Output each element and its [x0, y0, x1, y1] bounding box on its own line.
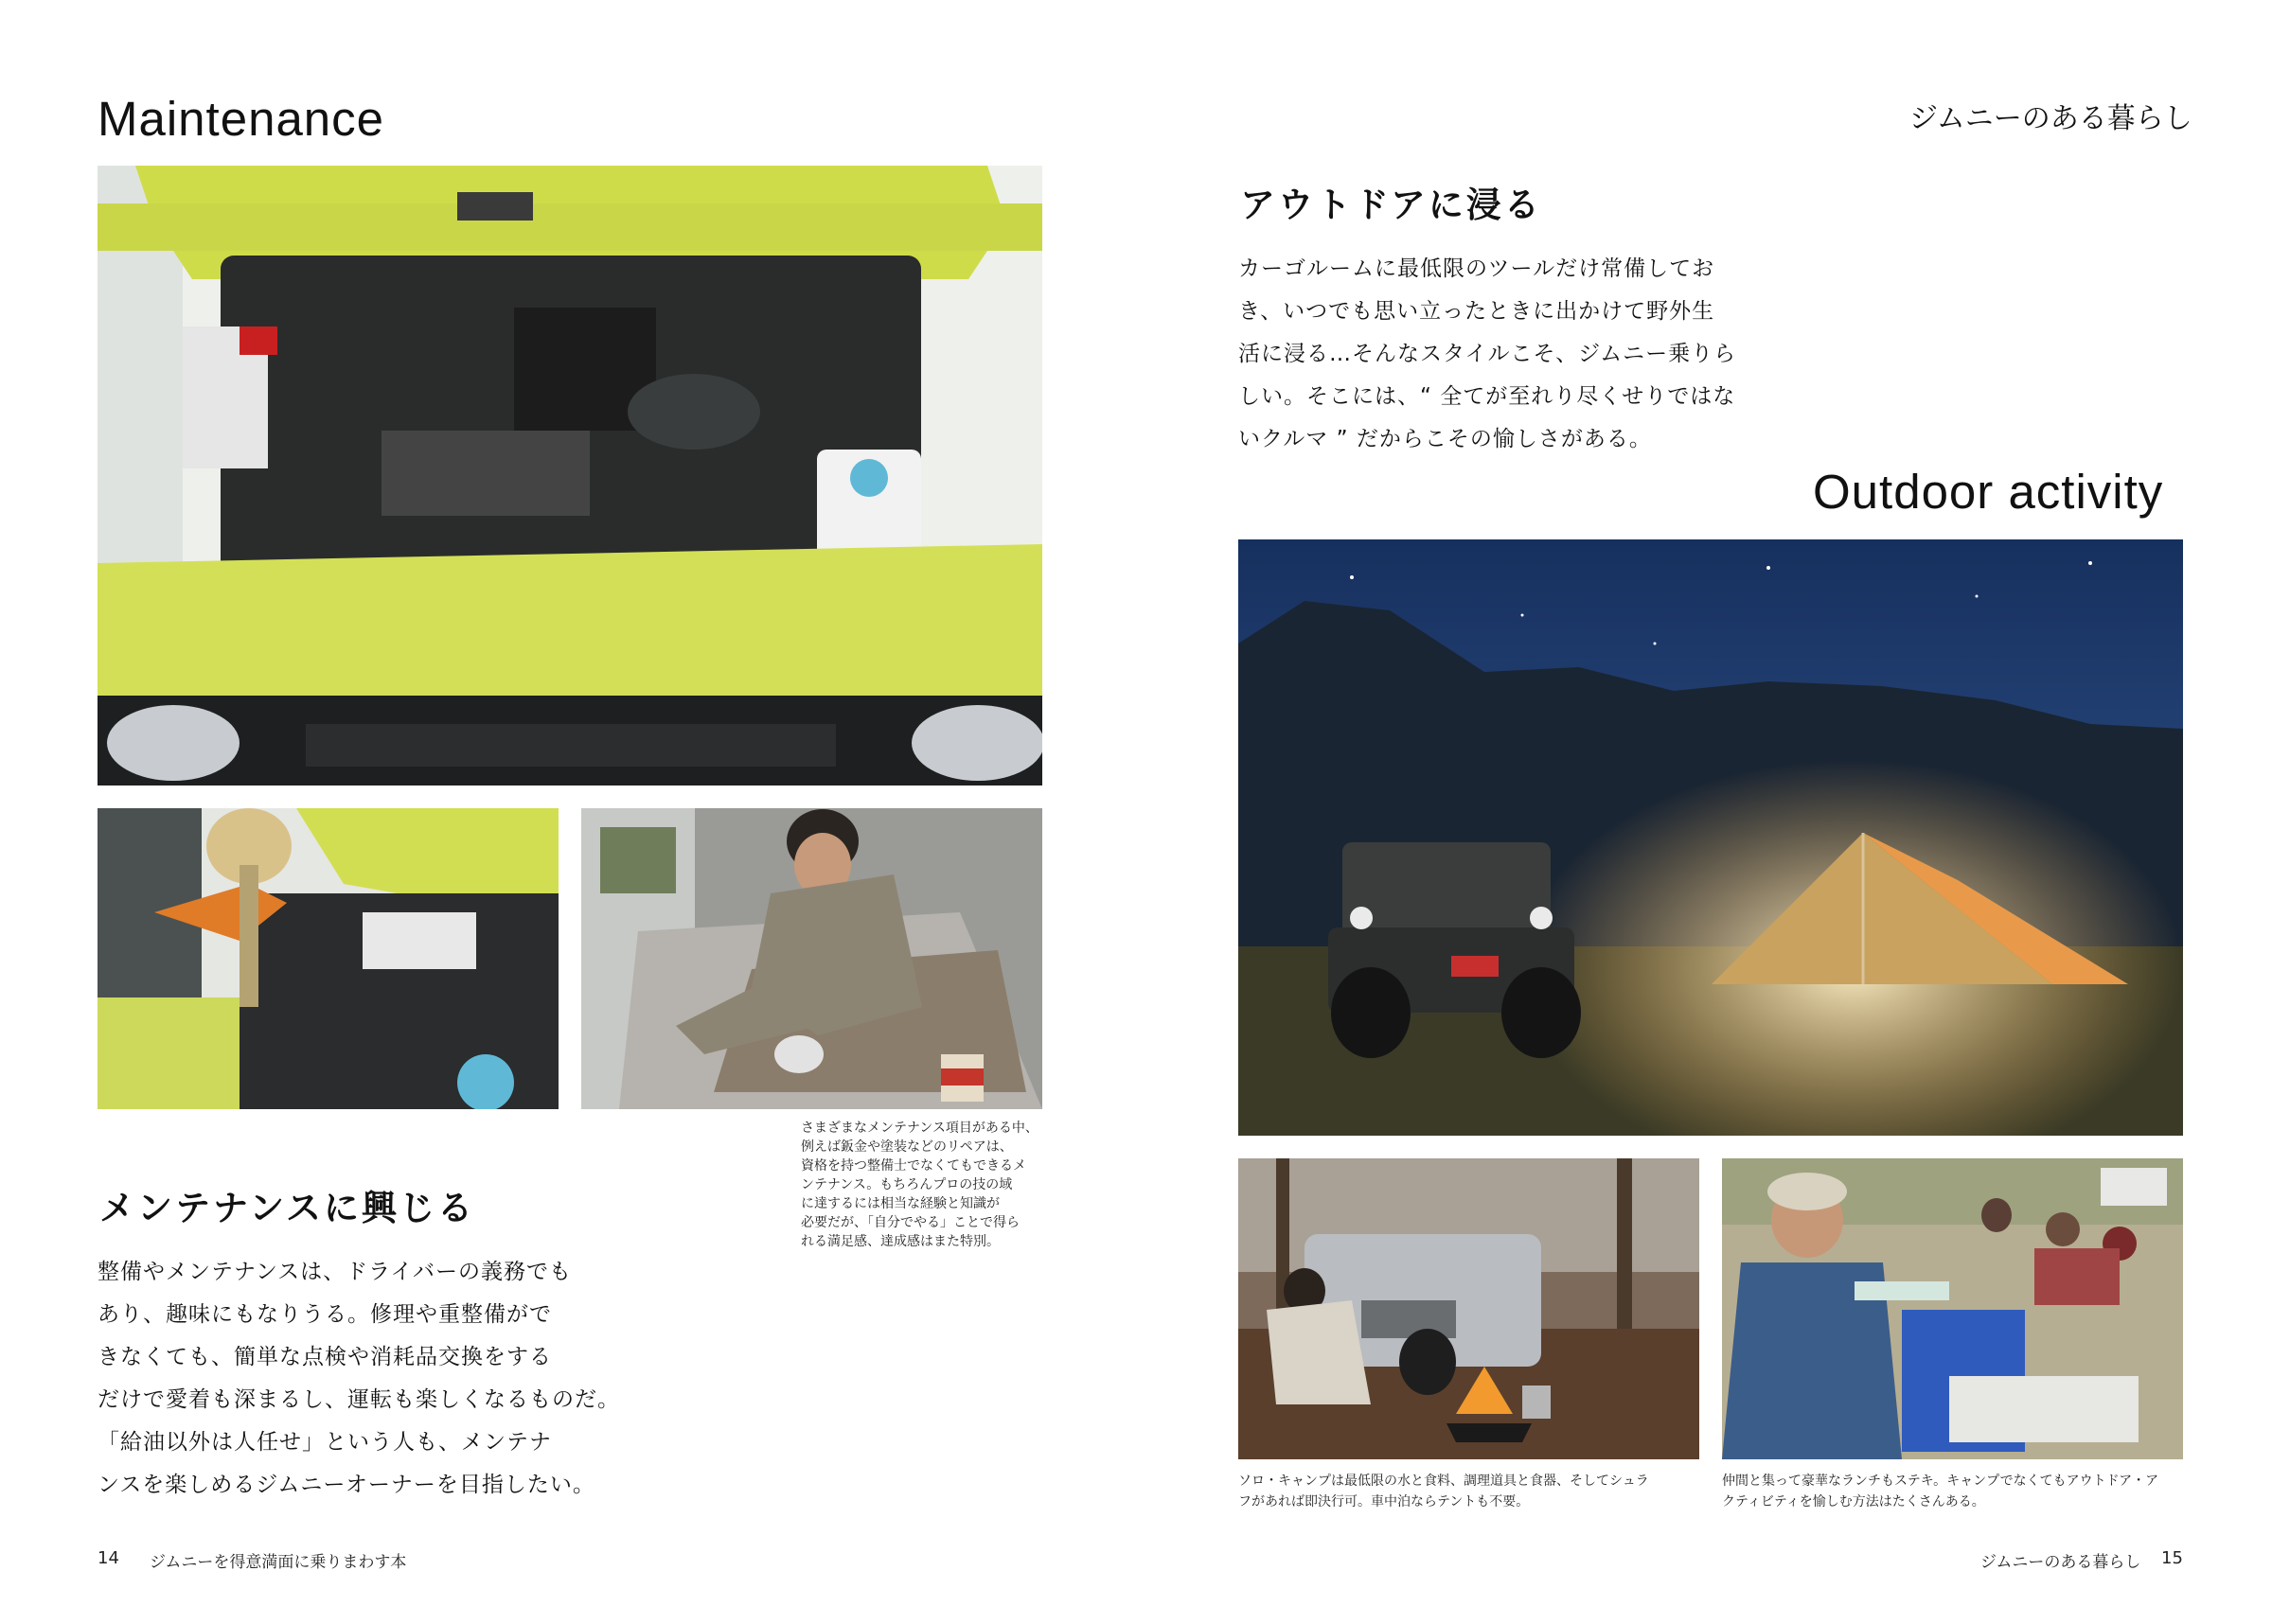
- caption-line: 資格を持つ整備士でなくてもできるメ: [801, 1158, 1026, 1174]
- body-line: カーゴルームに最低限のツールだけ常備してお: [1238, 256, 1715, 281]
- body-line: だけで愛着も深まるし、運転も楽しくなるものだ。: [98, 1387, 620, 1412]
- page-number-right: 15: [2161, 1548, 2183, 1568]
- body-line: しい。そこには、“ 全てが至れり尽くせりではな: [1238, 384, 1736, 409]
- outdoor-section-title: アウトドアに浸る: [1240, 185, 1542, 225]
- group-lunch-photo: [1722, 1158, 2183, 1459]
- floor-repair-photo: [581, 808, 1042, 1109]
- caption-line: フがあれば即決行可。車中泊ならテントも不要。: [1238, 1494, 1530, 1509]
- running-title-right: ジムニーのある暮らし: [1980, 1553, 2141, 1572]
- group-lunch-caption: [1722, 1471, 2191, 1512]
- night-camp-photo: [1238, 539, 2183, 1136]
- outdoor-body-text: [1238, 248, 1736, 461]
- body-line: あり、趣味にもなりうる。修理や重整備がで: [98, 1302, 552, 1327]
- body-line: 整備やメンテナンスは、ドライバーの義務でも: [98, 1260, 573, 1284]
- maintenance-section-title: メンテナンスに興じる: [99, 1188, 476, 1228]
- caption-line: さまざまなメンテナンス項目がある中、: [801, 1121, 1038, 1136]
- caption-line: に達するには相当な経験と知識が: [801, 1196, 1000, 1211]
- series-title: ジムニーのある暮らし: [1909, 102, 2192, 135]
- caption-line: 仲間と集って豪華なランチもステキ。キャンプでなくてもアウトドア・ア: [1722, 1474, 2159, 1489]
- body-line: 「給油以外は人任せ」という人も、メンテナ: [98, 1430, 552, 1455]
- body-line: 活に浸る…そんなスタイルこそ、ジムニー乗りら: [1238, 342, 1737, 366]
- heading-outdoor-activity: Outdoor activity: [1813, 465, 2164, 519]
- solo-camp-photo: [1238, 1158, 1699, 1459]
- engine-bay-photo: [98, 166, 1042, 786]
- caption-line: クティビティを愉しむ方法はたくさんある。: [1722, 1494, 1985, 1509]
- body-line: き、いつでも思い立ったときに出かけて野外生: [1238, 299, 1715, 324]
- maintenance-body-text: [98, 1251, 620, 1507]
- caption-line: 例えば鈑金や塗装などのリペアは、: [801, 1139, 1013, 1155]
- body-line: ンスを楽しめるジムニーオーナーを目指したい。: [98, 1473, 595, 1497]
- caption-line: ソロ・キャンプは最低限の水と食料、調理道具と食器、そしてシュラ: [1238, 1474, 1649, 1489]
- maintenance-photo-caption: [801, 1119, 1047, 1251]
- caption-line: 必要だが、「自分でやる」ことで得ら: [801, 1215, 1020, 1230]
- caption-line: ンテナンス。もちろんプロの技の域: [801, 1177, 1013, 1192]
- caption-line: れる満足感、達成感はまた特別。: [801, 1234, 1000, 1249]
- body-line: きなくても、簡単な点検や消耗品交換をする: [98, 1345, 552, 1369]
- running-title-left: ジムニーを得意満面に乗りまわす本: [150, 1553, 407, 1572]
- solo-camp-caption: [1238, 1471, 1707, 1512]
- page-number-left: 14: [98, 1548, 119, 1568]
- oil-refill-photo: [98, 808, 559, 1109]
- body-line: いクルマ ” だからこその愉しさがある。: [1238, 427, 1652, 451]
- heading-maintenance: Maintenance: [98, 92, 385, 146]
